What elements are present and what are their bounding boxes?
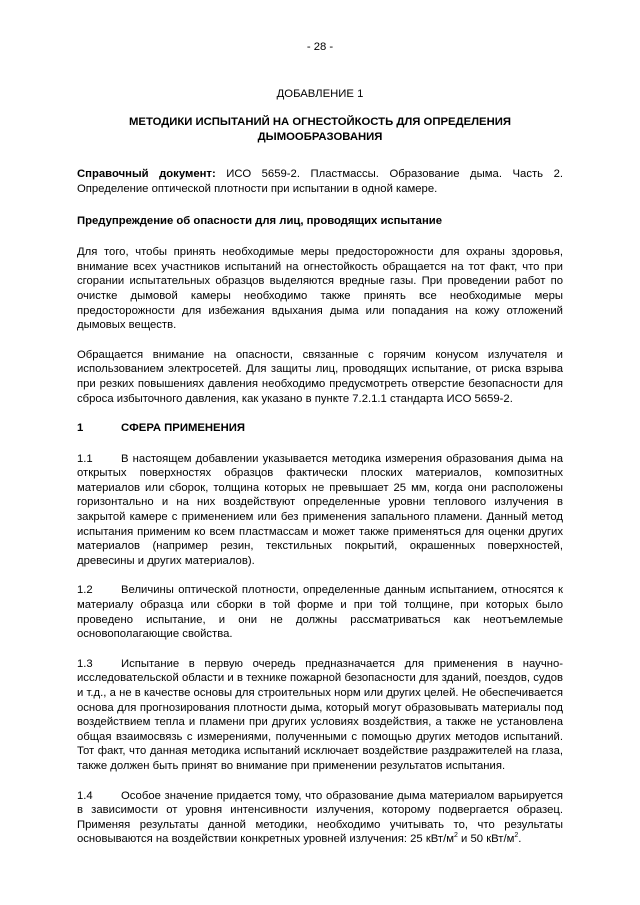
superscript: 2 bbox=[454, 832, 458, 840]
clause-number: 1.3 bbox=[77, 657, 93, 670]
clause-text-continued: и 50 кВт/м bbox=[457, 833, 515, 846]
section-title: СФЕРА ПРИМЕНЕНИЯ bbox=[121, 422, 245, 435]
warning-paragraph: Обращается внимание на опасности, связанные с горячим конусом излучателя и использованием электросетей. Для защиты лиц, проводящих испытание, от риска взрыва при резких повышениях давления необходимо предусмотреть отверстие безопасности для сброса избыточного давления, как указано в пункте 7.2.1.1 стандарта ИСО 5659-2. bbox=[77, 348, 563, 405]
reference-label: Справочный документ: bbox=[77, 168, 216, 181]
page-number: - 28 - bbox=[306, 41, 334, 53]
section-heading bbox=[77, 421, 563, 436]
clause-text: В настоящем добавлении указывается методика измерения образования дыма на открытых поверхностях образцов фактически плоских материалов, композитных материалов или сборок, толщина которых не превышает 25 мм, когда они расположены горизонтально и на них воздействуют определенные уровни теплового излучения в закрытой камере с применением или без применения запального пламени. Данный метод испытания применим ко всем пластмассам и может также применяться для оценки других материалов (например резин, текстильных покрытий, окрашенных поверхностей, древесины и других материалов). bbox=[77, 452, 563, 567]
clause-text-end: . bbox=[518, 833, 522, 846]
clause-text: Величины оптической плотности, определенные данным испытанием, относятся к материалу образца или сборки в той форме и при той толщине, при которых было проведено испытание, и они не должны рассматриваться как неотъемлемые основополагающие свойства. bbox=[77, 584, 563, 641]
annex-heading: ДОБАВЛЕНИЕ 1 bbox=[276, 87, 364, 100]
clause-1-1 bbox=[77, 452, 563, 569]
clause-number: 1.1 bbox=[77, 452, 93, 465]
clause-text: Испытание в первую очередь предназначается для применения в научно-исследовательской области и в технике пожарной безопасности для зданий, поездов, судов и т.д., а не в качестве основы для строительных норм или других целей. Не обеспечивается основа для прогнозирования плотности дыма, который могут образовывать материалы под воздействием тепла и пламени при других условиях воздействия, а также не установлена общая взаимосвязь с измерениями, полученными с помощью других методов испытаний. Тот факт, что данная методика испытаний исключает воздействие раздражителей на глаза, также должен быть принят во внимание при применении результатов испытания. bbox=[77, 657, 563, 772]
clause-1-4 bbox=[77, 789, 563, 847]
reference-document bbox=[77, 167, 563, 196]
superscript: 2 bbox=[514, 832, 519, 840]
clause-1-2 bbox=[77, 583, 563, 641]
section-number: 1 bbox=[77, 422, 84, 435]
document-title: МЕТОДИКИ ИСПЫТАНИЙ НА ОГНЕСТОЙКОСТЬ ДЛЯ ОПРЕДЕЛЕНИЯ ДЫМООБРАЗОВАНИЯ bbox=[129, 116, 511, 143]
clause-1-3 bbox=[77, 657, 563, 774]
warning-heading: Предупреждение об опасности для лиц, проводящих испытание bbox=[77, 214, 443, 227]
reference-text: ИСО 5659-2. Пластмассы. Образование дыма. Часть 2. Определение оптической плотности при испытании в одной камере. bbox=[77, 168, 564, 195]
warning-paragraph: Для того, чтобы принять необходимые меры предосторожности для охраны здоровья, внимание всех участников испытаний на огнестойкость обращается на тот факт, что при сгорании испытательных образцов выделяются вредные газы. При проведении работ по очистке дымовой камеры необходимо также принять все необходимые меры предосторожности для избежания вдыхания дыма или попадания на кожу отложений дымовых веществ. bbox=[77, 246, 563, 332]
clause-text: Особое значение придается тому, что образование дыма материалом варьируется в зависимости от уровня интенсивности излучения, которому подвергается образец. Применяя результаты данной методики, необходимо учитывать то, что результаты основываются на воздействии конкретных уровней излучения: 25 кВт/м bbox=[77, 789, 563, 846]
clause-number: 1.2 bbox=[77, 584, 93, 597]
clause-number: 1.4 bbox=[77, 789, 93, 802]
